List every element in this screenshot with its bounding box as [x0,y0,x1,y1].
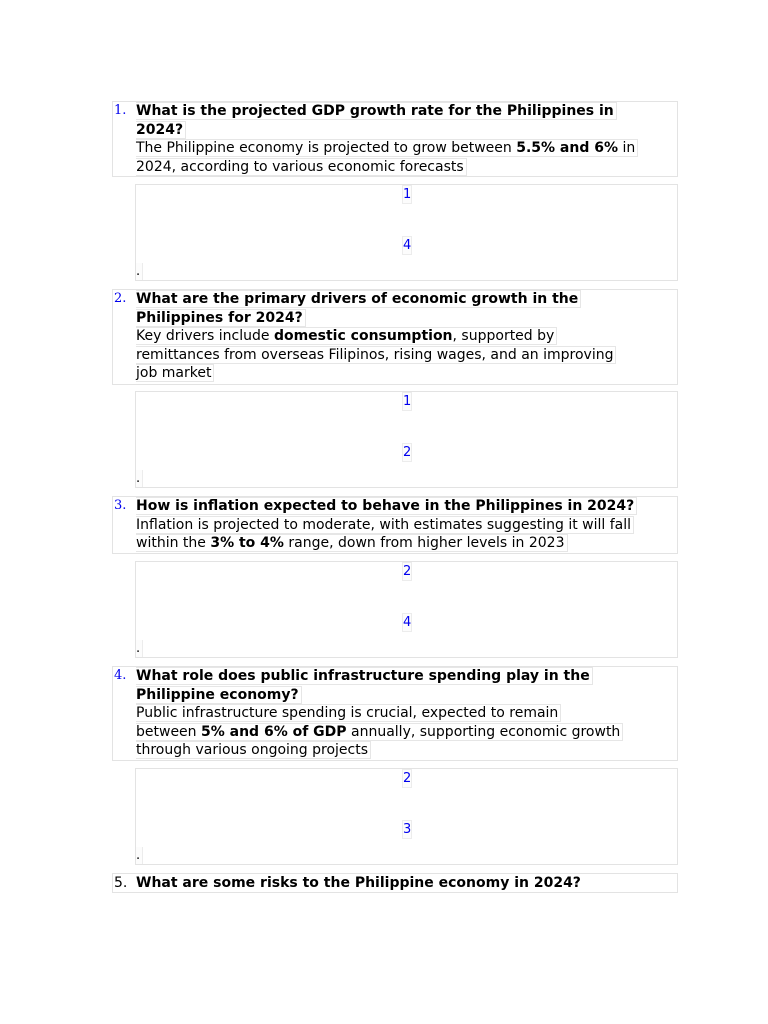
answer-text: remittances from overseas Filipinos, rising wages, and an improving [136,346,616,364]
answer-text: Key drivers include [136,328,274,345]
answer-text: within the [136,535,211,552]
answer-highlight: 3% to 4% [210,535,284,552]
citation-box [135,391,678,488]
period-mark: . [136,847,143,864]
faq-item-4 [112,666,678,761]
period-mark: . [136,263,143,280]
item-number: 5. [114,875,128,891]
citation-link[interactable]: 4 [403,238,412,253]
faq-item-5 [112,873,678,893]
answer-text: , supported by [452,328,555,345]
answer-text: 2024, according to various economic forecasts [136,158,467,176]
item-number: 2. [114,291,127,306]
question-text: What is the projected GDP growth rate for the Philippines in [136,102,617,120]
citation-link[interactable]: 3 [403,822,412,837]
answer-text: range, down from higher levels in 2023 [283,535,565,552]
citation-box [135,184,678,281]
question-text: Philippines for 2024? [136,309,306,327]
item-number: 3. [114,498,127,513]
answer-text: Public infrastructure spending is crucial, expected to remain [136,704,561,722]
citation-link[interactable]: 4 [403,615,412,630]
citation-link[interactable]: 2 [403,564,412,579]
faq-item-2 [112,289,678,385]
answer-text: job market [136,364,214,382]
answer-text: annually, supporting economic growth [346,723,621,740]
faq-item-1 [112,101,678,177]
question-text: What are the primary drivers of economic growth in the [136,290,581,308]
answer-highlight: domestic consumption [273,328,453,345]
question-text: 2024? [136,121,186,139]
answer-text: The Philippine economy is projected to grow between [136,140,517,157]
answer-text: between [136,723,201,740]
citation-box [135,768,678,865]
answer-highlight: 5% and 6% of GDP [201,723,347,740]
answer-text: through various ongoing projects [136,741,371,759]
answer-highlight: 5.5% and 6% [516,140,619,157]
citation-link[interactable]: 1 [403,187,412,202]
item-number: 4. [114,668,127,683]
citation-link[interactable]: 1 [403,394,412,409]
period-mark: . [136,640,143,657]
citation-link[interactable]: 2 [403,771,412,786]
item-number: 1. [114,103,127,118]
question-text: What role does public infrastructure spending play in the [136,667,593,685]
question-text: What are some risks to the Philippine economy in 2024? [136,875,581,891]
question-text: How is inflation expected to behave in the Philippines in 2024? [136,497,637,515]
citation-link[interactable]: 2 [403,445,412,460]
answer-text: Inflation is projected to moderate, with estimates suggesting it will fall [136,516,634,534]
faq-item-3 [112,496,678,554]
citation-box [135,561,678,658]
period-mark: . [136,470,143,487]
answer-text: in [618,140,636,157]
question-text: Philippine economy? [136,686,302,704]
